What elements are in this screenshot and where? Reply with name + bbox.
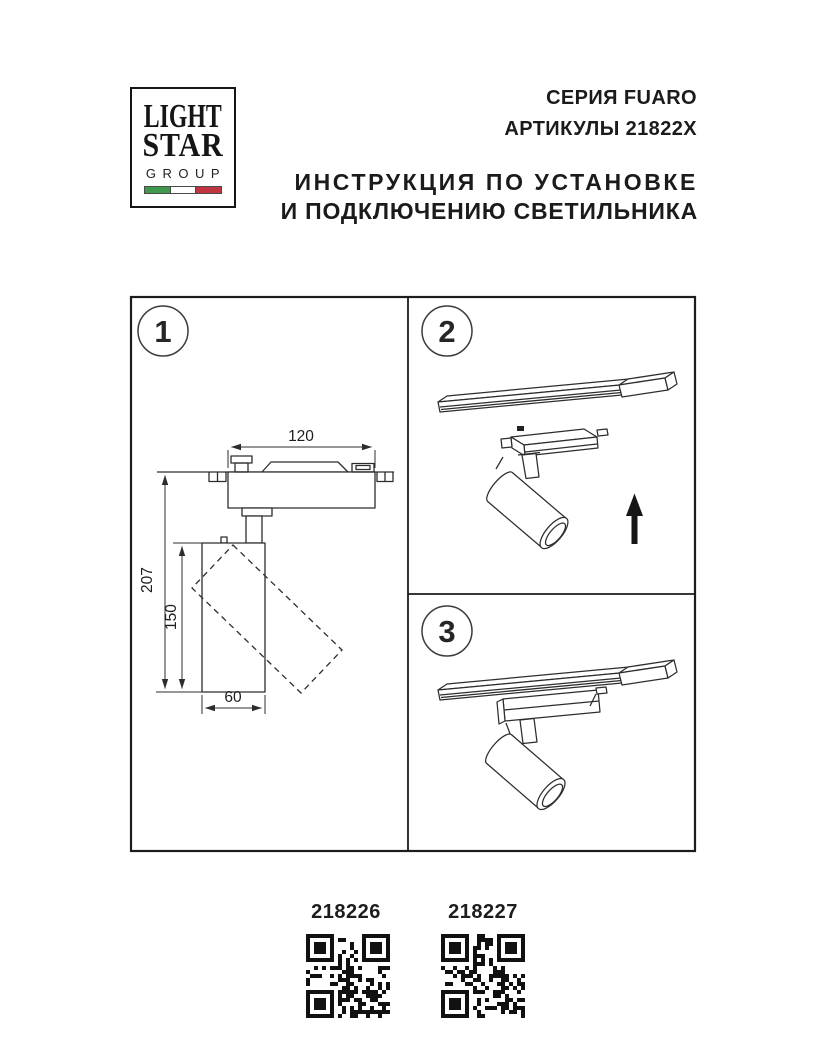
adapter-top-ridge bbox=[262, 462, 348, 472]
logo-word-group: GROUP bbox=[145, 166, 227, 181]
qr-label-218226: 218226 bbox=[311, 901, 381, 923]
step-2-number: 2 bbox=[438, 314, 456, 350]
step1-fixture-drawing bbox=[157, 456, 394, 693]
qr-label-218227: 218227 bbox=[448, 901, 518, 923]
left-clip bbox=[501, 438, 512, 448]
series-line: СЕРИЯ FUARO bbox=[546, 87, 697, 109]
step-3-number: 3 bbox=[438, 614, 456, 650]
step-1-number: 1 bbox=[154, 314, 172, 350]
logo-word-light: LIGHT bbox=[143, 98, 223, 135]
swivel-base bbox=[242, 508, 272, 516]
qr-code-218226 bbox=[306, 934, 390, 1018]
articles-line: АРТИКУЛЫ 21822X bbox=[504, 118, 697, 140]
adapter-screw-cap bbox=[231, 456, 252, 463]
step2-install-drawing bbox=[438, 372, 677, 553]
track-adapter-body bbox=[228, 472, 375, 508]
stem bbox=[246, 516, 262, 543]
stem bbox=[522, 454, 539, 479]
dimension-60-label: 60 bbox=[224, 689, 242, 706]
title-line-2: И ПОДКЛЮЧЕНИЮ СВЕТИЛЬНИКА bbox=[280, 198, 698, 224]
title-line-1: ИНСТРУКЦИЯ ПО УСТАНОВКЕ bbox=[294, 169, 698, 195]
adapter-contact-block bbox=[352, 464, 374, 473]
lock-knob bbox=[517, 426, 524, 431]
spotlight-body-outline bbox=[202, 543, 265, 692]
right-clip bbox=[597, 429, 608, 436]
spotlight-fixture-mounted bbox=[482, 687, 607, 814]
right-clip bbox=[596, 687, 607, 694]
qr-code-218227 bbox=[441, 934, 525, 1018]
logo-word-star: STAR bbox=[142, 127, 224, 164]
up-arrow-icon bbox=[626, 494, 643, 545]
stem bbox=[520, 719, 537, 744]
dimension-150-label: 150 bbox=[163, 604, 180, 630]
dimension-207-label: 207 bbox=[139, 567, 156, 593]
spotlight-fixture bbox=[483, 426, 608, 553]
step3-mounted-drawing bbox=[438, 660, 677, 814]
dimension-120-label: 120 bbox=[288, 428, 314, 445]
track-rail bbox=[438, 372, 677, 412]
